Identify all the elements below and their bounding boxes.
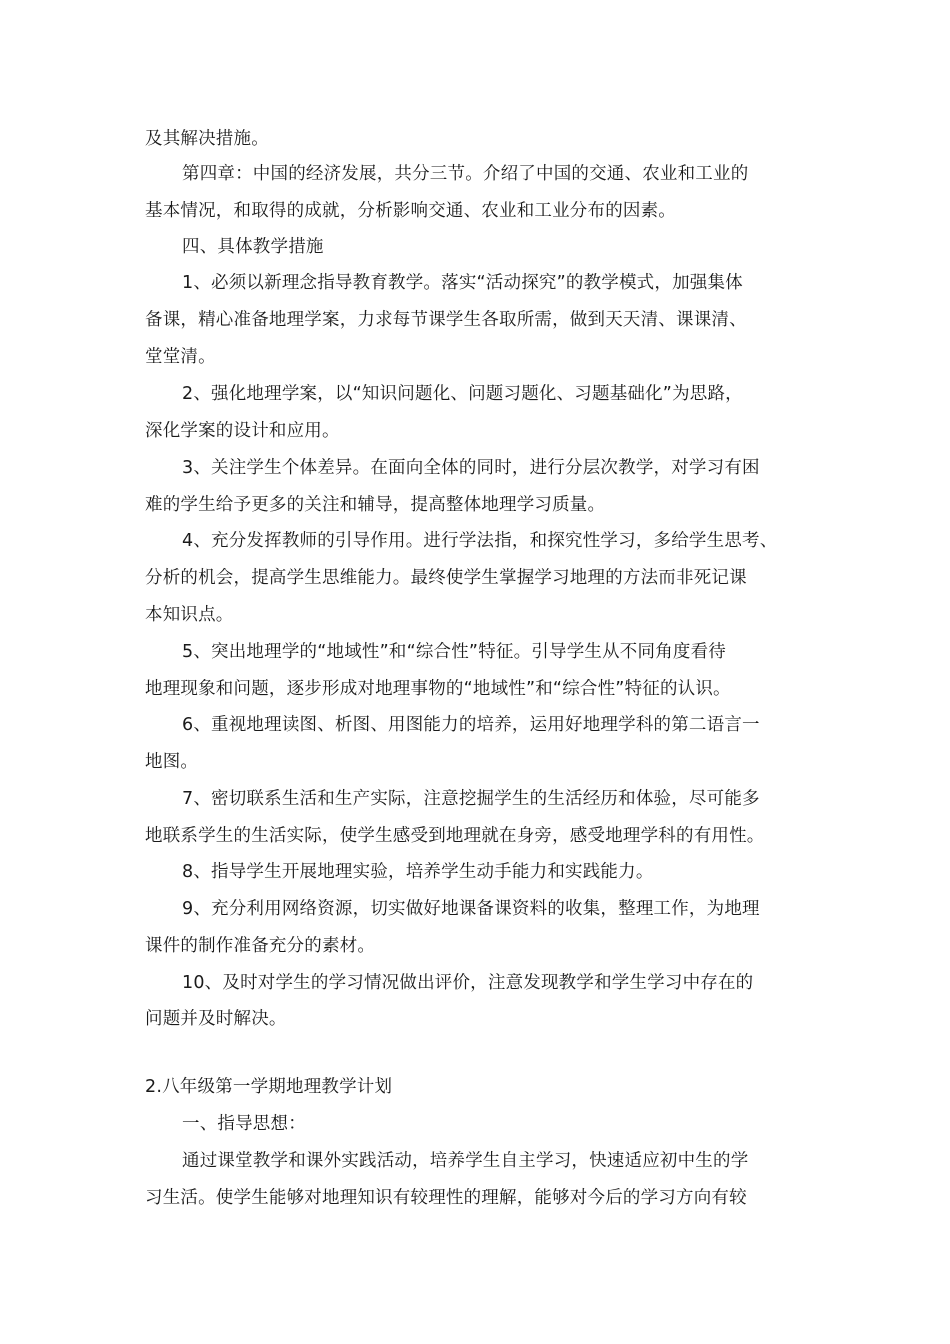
text-line: 9、充分利用网络资源，切实做好地课备课资料的收集，整理工作，为地理	[182, 899, 760, 919]
text-line: 堂堂清。	[145, 347, 216, 367]
text-line: 基本情况，和取得的成就，分析影响交通、农业和工业分布的因素。	[145, 201, 676, 221]
text-line: 习生活。使学生能够对地理知识有较理性的理解，能够对今后的学习方向有较	[145, 1188, 747, 1208]
section-title: 2.八年级第一学期地理教学计划	[145, 1077, 393, 1097]
text-line: 地图。	[145, 752, 199, 772]
text-line: 课件的制作准备充分的素材。	[145, 936, 376, 956]
text-line: 分析的机会，提高学生思维能力。最终使学生掌握学习地理的方法而非死记课	[145, 568, 747, 588]
text-line: 7、密切联系生活和生产实际，注意挖掘学生的生活经历和体验，尽可能多	[182, 789, 760, 809]
text-line: 8、指导学生开展地理实验，培养学生动手能力和实践能力。	[182, 862, 654, 882]
section-heading: 一、指导思想：	[182, 1114, 306, 1134]
text-line: 问题并及时解决。	[145, 1009, 287, 1029]
text-line: 通过课堂教学和课外实践活动，培养学生自主学习，快速适应初中生的学	[182, 1151, 749, 1171]
text-line: 深化学案的设计和应用。	[145, 421, 340, 441]
text-line: 地理现象和问题，逐步形成对地理事物的“地域性”和“综合性”特征的认识。	[145, 679, 731, 699]
text-line: 4、充分发挥教师的引导作用。进行学法指，和探究性学习，多给学生思考、	[182, 531, 778, 551]
text-line: 2、强化地理学案，以“知识问题化、问题习题化、习题基础化”为思路，	[182, 384, 743, 404]
text-line: 第四章：中国的经济发展，共分三节。介绍了中国的交通、农业和工业的	[182, 164, 749, 184]
text-line: 3、关注学生个体差异。在面向全体的同时，进行分层次教学，对学习有困	[182, 458, 760, 478]
text-line: 本知识点。	[145, 605, 234, 625]
text-line: 6、重视地理读图、析图、用图能力的培养，运用好地理学科的第二语言一	[182, 715, 760, 735]
text-line: 难的学生给予更多的关注和辅导，提高整体地理学习质量。	[145, 495, 606, 515]
text-line: 10、及时对学生的学习情况做出评价，注意发现教学和学生学习中存在的	[182, 973, 754, 993]
text-line: 1、必须以新理念指导教育教学。落实“活动探究”的教学模式，加强集体	[182, 273, 743, 293]
text-line: 及其解决措施。	[145, 129, 269, 149]
text-line: 备课，精心准备地理学案，力求每节课学生各取所需，做到天天清、课课清、	[145, 310, 747, 330]
text-line: 5、突出地理学的“地域性”和“综合性”特征。引导学生从不同角度看待	[182, 642, 726, 662]
text-line: 地联系学生的生活实际，使学生感受到地理就在身旁，感受地理学科的有用性。	[145, 826, 765, 846]
section-heading: 四、具体教学措施	[182, 237, 324, 257]
